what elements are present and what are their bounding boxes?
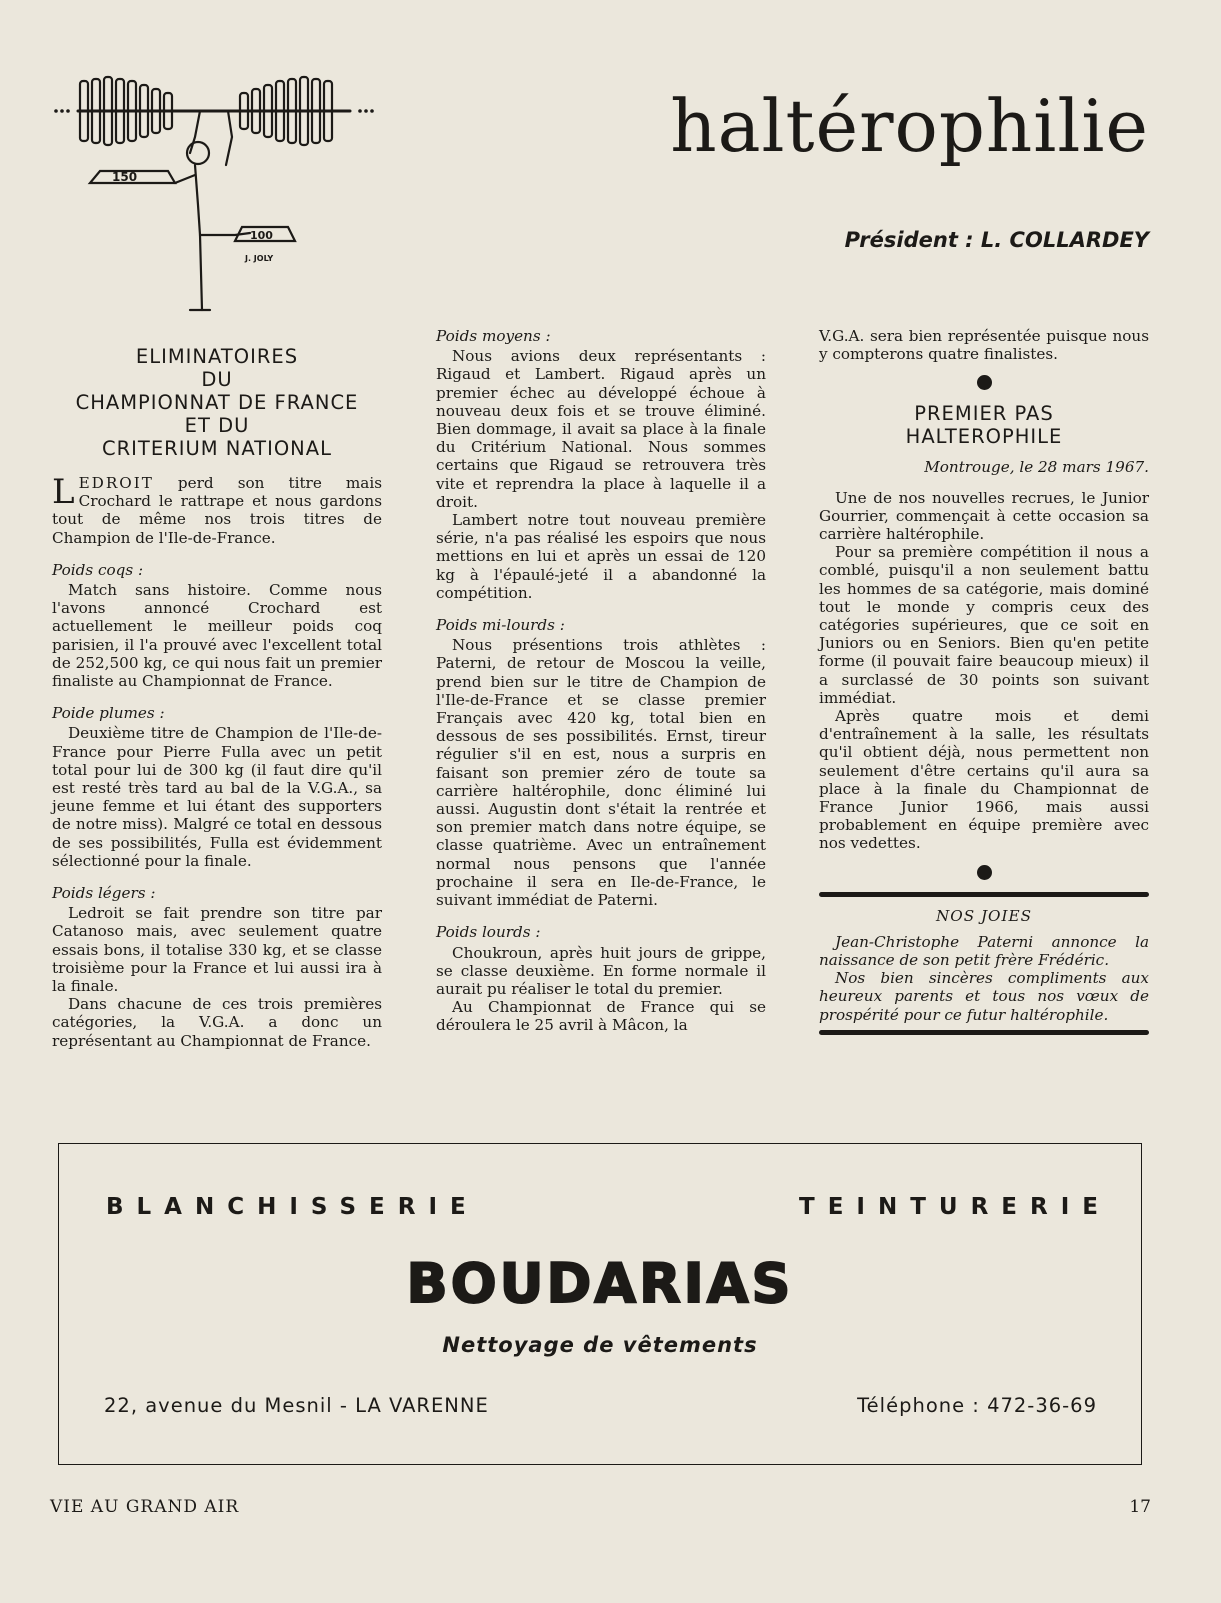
col1-heading: ELIMINATOIRES DU CHAMPIONNAT DE FRANCE ET DU CRITERIUM NATIONAL (75, 345, 359, 460)
divider-rule (819, 892, 1149, 897)
paragraph: Au Championnat de France qui se déroulera le 25 avril à Mâcon, la (436, 998, 766, 1035)
ad-right-top: TEINTURERIE (799, 1194, 1111, 1220)
footer-magazine: VIE AU GRAND AIR (50, 1497, 240, 1517)
joies-paragraph: Nos bien sincères compliments aux heureux parents et tous nos vœux de prospérité pour ce futur haltérophile. (819, 969, 1149, 1024)
bullet-separator (977, 375, 992, 390)
column-1 (52, 345, 382, 1050)
paragraph: Nous avions deux représentants : Rigaud et Lambert. Rigaud après un premier échec au développé échoue à nouveau deux fois et se trouve éliminé. Bien dommage, il avait sa place à la finale du Critérium National. Nous sommes certains que Rigaud se retrouvera très vite et reprendra la place à laquelle il a droit. (436, 347, 766, 511)
dateline: Montrouge, le 28 mars 1967. (924, 458, 1149, 477)
divider-rule (819, 1030, 1149, 1035)
bullet-separator (977, 865, 992, 880)
ad-brand: BOUDARIAS (406, 1252, 794, 1315)
column-2 (436, 327, 766, 1035)
right-tray-label: 100 (250, 229, 273, 242)
ad-tagline: Nettoyage de vêtements (442, 1333, 758, 1357)
advertisement-box (58, 1143, 1142, 1465)
paragraph: Ledroit se fait prendre son titre par Catanoso mais, avec seulement quatre essais bons, il totalise 330 kg, et se classe troisième pour la France et lui aussi ira à la finale. (52, 904, 382, 996)
section-label-legers: Poids légers : (52, 884, 156, 903)
joies-paragraph: Jean-Christophe Paterni annonce la naissance de son petit frère Frédéric. (819, 932, 1149, 970)
section-label-plumes: Poide plumes : (52, 704, 165, 723)
section-label-coqs: Poids coqs : (52, 560, 144, 579)
paragraph: Lambert notre tout nouveau première série, n'a pas réalisé les espoirs que nous mettions en lui et après un essai de 120 kg à l'épaulé-jeté il a abandonné la compétition. (436, 511, 766, 602)
paragraph: Après quatre mois et demi d'entraînement à la salle, les résultats qu'il obtient déjà, nous permettent non seulement d'être certains qu'il aura sa place à la finale du Championnat de France Junior 1966, mais aussi probablement en équipe première avec nos vedettes. (819, 707, 1149, 853)
paragraph: Dans chacune de ces trois premières catégories, la V.G.A. a donc un représentant au Championnat de France. (52, 995, 382, 1050)
left-tray-label: 150 (112, 170, 138, 184)
paragraph: Deuxième titre de Champion de l'Ile-de-France pour Pierre Fulla avec un petit total pour lui de 300 kg (il faut dire qu'il est resté très tard au bal de la V.G.A., sa jeune femme et lui étant des supporters de notre miss). Malgré ce total en dessous de ses possibilités, Fulla est évidemment sélectionné pour la finale. (52, 724, 382, 870)
president-line: Président : L. COLLARDEY (844, 228, 1149, 252)
paragraph: Match sans histoire. Comme nous l'avons annoncé Crochard est actuellement le meilleur poids coq parisien, il l'a prouvé avec l'excellent total de 252,500 kg, ce qui nous fait un premier finaliste au Championnat de France. (52, 581, 382, 691)
ad-left-top: BLANCHISSERIE (106, 1194, 479, 1220)
ad-phone: Téléphone : 472-36-69 (857, 1394, 1097, 1417)
paragraph: Pour sa première compétition il nous a comblé, puisqu'il a non seulement battu les hommes de sa catégorie, mais dominé tout le monde y compris ceux des catégories supérieures, que ce soit en Juniors ou en Seniors. Bien qu'en petite forme (il pouvait faire beaucoup mieux) il a surclassé de 30 points son suivant immédiat. (819, 543, 1149, 707)
section-label-mi-lourds: Poids mi-lourds : (436, 616, 565, 635)
section-label-lourds: Poids lourds : (436, 923, 541, 942)
continued-paragraph: V.G.A. sera bien représentée puisque nous y compterons quatre finalistes. (819, 327, 1149, 364)
joies-title: NOS JOIES (935, 906, 1032, 925)
footer-page-number: 17 (1129, 1497, 1151, 1517)
weightlifter-illustration (50, 75, 390, 325)
col3-heading: PREMIER PAS HALTEROPHILE (905, 402, 1063, 449)
paragraph: Nous présentions trois athlètes : Paterni, de retour de Moscou la veille, prend bien sur le titre de Champion de l'Ile-de-France et se classe premier Français avec 420 kg, total bien en dessous de ses possibilités. Ernst, tireur régulier s'il en est, nous a surpris en faisant son premier zéro de toute sa carrière haltérophile, donc éliminé lui aussi. Augustin dont s'était la rentrée et son premier match dans notre équipe, se classe quatrième. Avec un entraînement normal nous pensons que l'année prochaine il sera en Ile-de-France, le suivant immédiat de Paterni. (436, 636, 766, 910)
weightlifter-drawing (50, 75, 390, 325)
page-title: haltérophilie (670, 84, 1149, 168)
paragraph: Une de nos nouvelles recrues, le Junior Gourrier, commençait à cette occasion sa carrière haltérophile. (819, 488, 1149, 544)
paragraph: Choukroun, après huit jours de grippe, se classe deuxième. En forme normale il aurait pu réaliser le total du premier. (436, 943, 766, 998)
ad-address: 22, avenue du Mesnil - LA VARENNE (104, 1394, 489, 1417)
section-label-moyens: Poids moyens : (436, 327, 551, 345)
column-3 (819, 327, 1149, 1035)
intro-paragraph: LEDROIT perd son titre mais Crochard le rattrape et nous gardons tout de même nos trois titres de Champion de l'Ile-de-France. (52, 472, 382, 547)
dropcap: L (52, 472, 75, 512)
illustration-signature: J. JOLY (245, 254, 274, 263)
